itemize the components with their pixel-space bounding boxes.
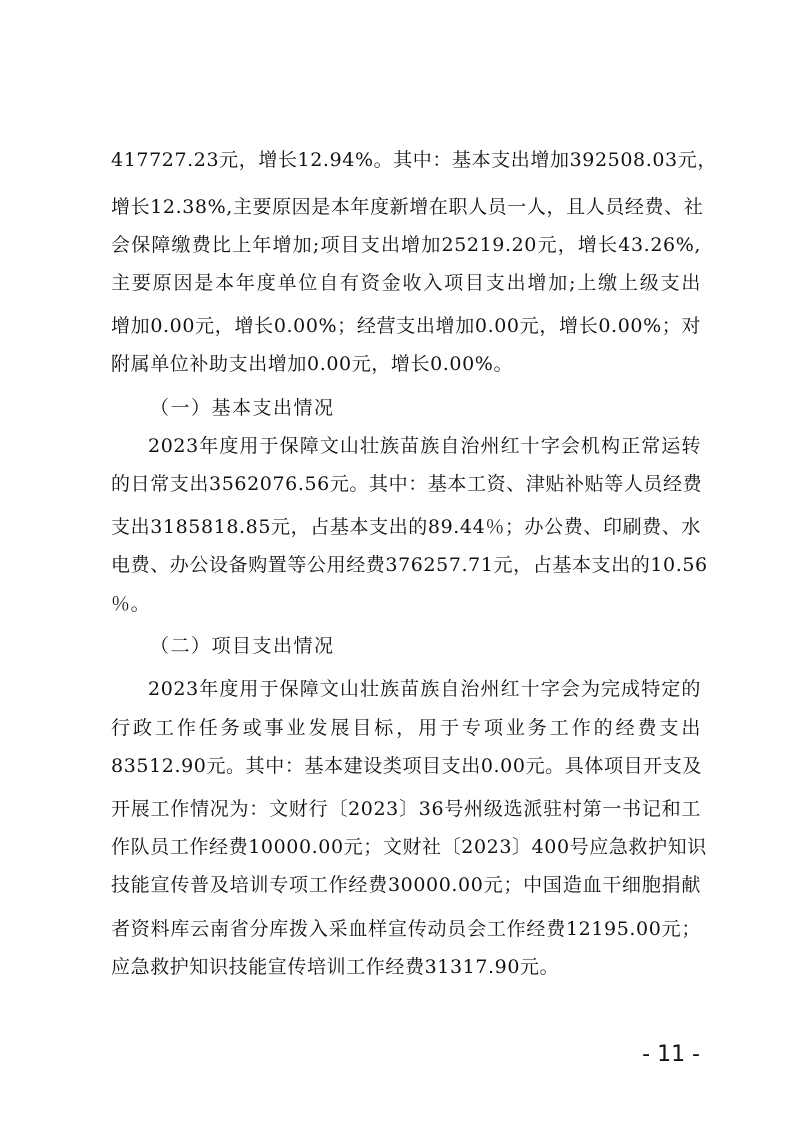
section-heading-basic-expenditure: （一）基本支出情况 xyxy=(150,397,335,419)
paragraph-line: 作队员工作经费10000.00元；文财社〔2023〕400号应急救护知识 xyxy=(111,836,707,858)
paragraph-line: 增加0.00元，增长0.00%；经营支出增加0.00元，增长0.00%；对 xyxy=(111,315,701,337)
paragraph-line: 83512.90元。其中：基本建设类项目支出0.00元。具体项目开支及 xyxy=(111,755,702,777)
paragraph-line: 支出3185818.85元，占基本支出的89.44％；办公费、印刷费、水 xyxy=(111,516,701,538)
paragraph-line: 的日常支出3562076.56元。其中：基本工资、津贴补贴等人员经费 xyxy=(111,473,703,495)
paragraph-line: 者资料库云南省分库拨入采血样宣传动员会工作经费12195.00元； xyxy=(111,918,701,940)
paragraph-line: 417727.23元，增长12.94%。其中：基本支出增加392508.03元， xyxy=(111,149,717,171)
paragraph-line: ％。 xyxy=(111,593,151,615)
paragraph-line: 主要原因是本年度单位自有资金收入项目支出增加;上缴上级支出 xyxy=(111,272,701,294)
paragraph-line: 2023年度用于保障文山壮族苗族自治州红十字会为完成特定的 xyxy=(148,678,701,700)
paragraph-line: 附属单位补助支出增加0.00元，增长0.00%。 xyxy=(111,353,514,375)
paragraph-line: 2023年度用于保障文山壮族苗族自治州红十字会机构正常运转 xyxy=(148,435,701,457)
paragraph-line: 技能宣传普及培训专项工作经费30000.00元；中国造血干细胞捐献 xyxy=(111,874,701,896)
paragraph-line: 电费、办公设备购置等公用经费376257.71元，占基本支出的10.56 xyxy=(111,554,708,576)
paragraph-line: 会保障缴费比上年增加;项目支出增加25219.20元，增长43.26%, xyxy=(111,234,701,256)
paragraph-line: 应急救护知识技能宣传培训工作经费31317.90元。 xyxy=(111,956,560,978)
section-heading-project-expenditure: （二）项目支出情况 xyxy=(150,635,335,657)
paragraph-line: 行政工作任务或事业发展目标，用于专项业务工作的经费支出 xyxy=(111,717,701,739)
paragraph-line: 开展工作情况为：文财行〔2023〕36号州级选派驻村第一书记和工 xyxy=(111,798,701,820)
paragraph-line: 增长12.38%,主要原因是本年度新增在职人员一人，且人员经费、社 xyxy=(111,196,704,218)
page-number: - 11 - xyxy=(642,1042,700,1067)
